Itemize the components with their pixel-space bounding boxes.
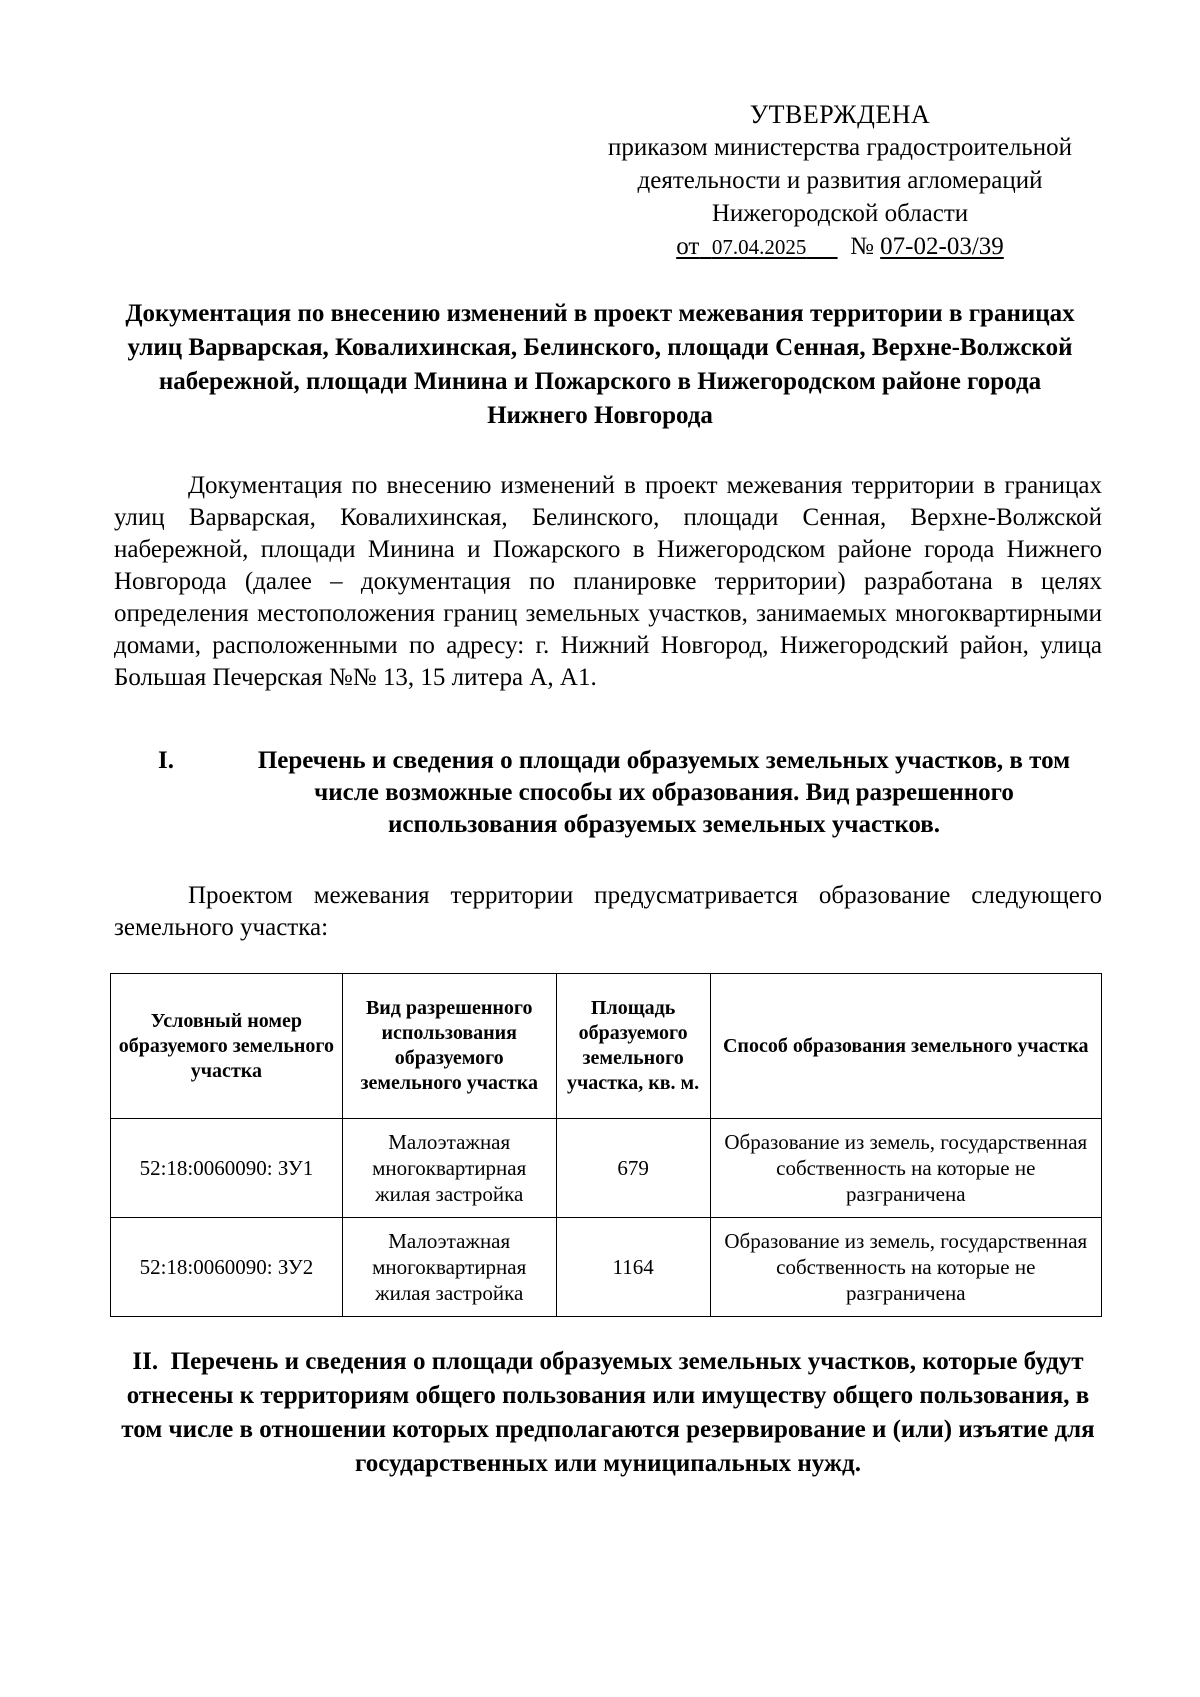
table-cell: Образование из земель, государственная собственность на которые не разграничена <box>710 1119 1101 1218</box>
approval-title: УТВЕРЖДЕНА <box>749 100 931 129</box>
section-1-paragraph: Проектом межевания территории предусматривается образование следующего земельного участка: <box>114 882 1102 941</box>
table-header-cell: Вид разрешенного использования образуемого земельного участка <box>342 974 556 1119</box>
approval-date-line <box>560 230 1120 264</box>
table-cell: Малоэтажная многоквартирная жилая застройка <box>342 1218 556 1317</box>
approval-block <box>560 98 1120 264</box>
table-header-row <box>111 974 1102 1119</box>
approval-number-prefix: № <box>850 233 874 260</box>
approval-line-3: Нижегородской области <box>711 200 969 227</box>
section-1-number: I. <box>158 747 174 774</box>
table-cell: Малоэтажная многоквартирная жилая застройка <box>342 1119 556 1218</box>
table-cell: 52:18:0060090: ЗУ2 <box>111 1218 343 1317</box>
intro-paragraph: Документация по внесению изменений в проект межевания территории в границах улиц Варварская, Ковалихинская, Белинского, площади Сенная, Верхне-Волжской набережной, площади Минина и Пожарского в Нижегородском районе города Нижнего Новгорода (далее – документация по планировке территории) разработана в целях определения местоположения границ земельных участков, занимаемых многоквартирными домами, расположенными по адресу: г. Нижний Новгород, Нижегородский район, улица Большая Печерская №№ 13, 15 литера А, А1. <box>114 472 1102 691</box>
section-1-title: Перечень и сведения о площади образуемых земельных участков, в том числе возможные способы их образования. Вид разрешенного использования образуемых земельных участков. <box>257 747 1071 838</box>
land-plots-table <box>110 973 1102 1317</box>
approval-line-1: приказом министерства градостроительной <box>608 134 1072 161</box>
section-2-number: II. <box>132 1348 159 1375</box>
table-cell: Образование из земель, государственная собственность на которые не разграничена <box>710 1218 1101 1317</box>
document-title: Документация по внесению изменений в проект межевания территории в границах улиц Варварская, Ковалихинская, Белинского, площади Сенная, Верхне-Волжской набережной, площади Минина и Пожарского в Нижегородском районе города Нижнего Новгорода <box>125 300 1075 429</box>
table-cell: 679 <box>556 1119 710 1218</box>
table-row <box>111 1119 1102 1218</box>
table-header-cell: Способ образования земельного участка <box>710 974 1101 1119</box>
table-header-cell: Условный номер образуемого земельного участка <box>111 974 343 1119</box>
table-header-cell: Площадь образуемого земельного участка, кв. м. <box>556 974 710 1119</box>
section-2-heading <box>114 1345 1102 1481</box>
section-2-title: Перечень и сведения о площади образуемых земельных участков, которые будут отнесены к территориям общего пользования или имуществу общего пользования, в том числе в отношении которых предполагаются резервирование и (или) изъятие для государственных или муниципальных нужд. <box>121 1348 1095 1477</box>
approval-date-prefix: от <box>676 233 700 260</box>
table-row <box>111 1218 1102 1317</box>
approval-number: 07-02-03/39 <box>880 233 1004 260</box>
table-cell: 1164 <box>556 1218 710 1317</box>
approval-date: 07.04.2025 <box>711 235 807 259</box>
approval-line-2: деятельности и развития агломераций <box>637 167 1043 194</box>
table-cell: 52:18:0060090: ЗУ1 <box>111 1119 343 1218</box>
